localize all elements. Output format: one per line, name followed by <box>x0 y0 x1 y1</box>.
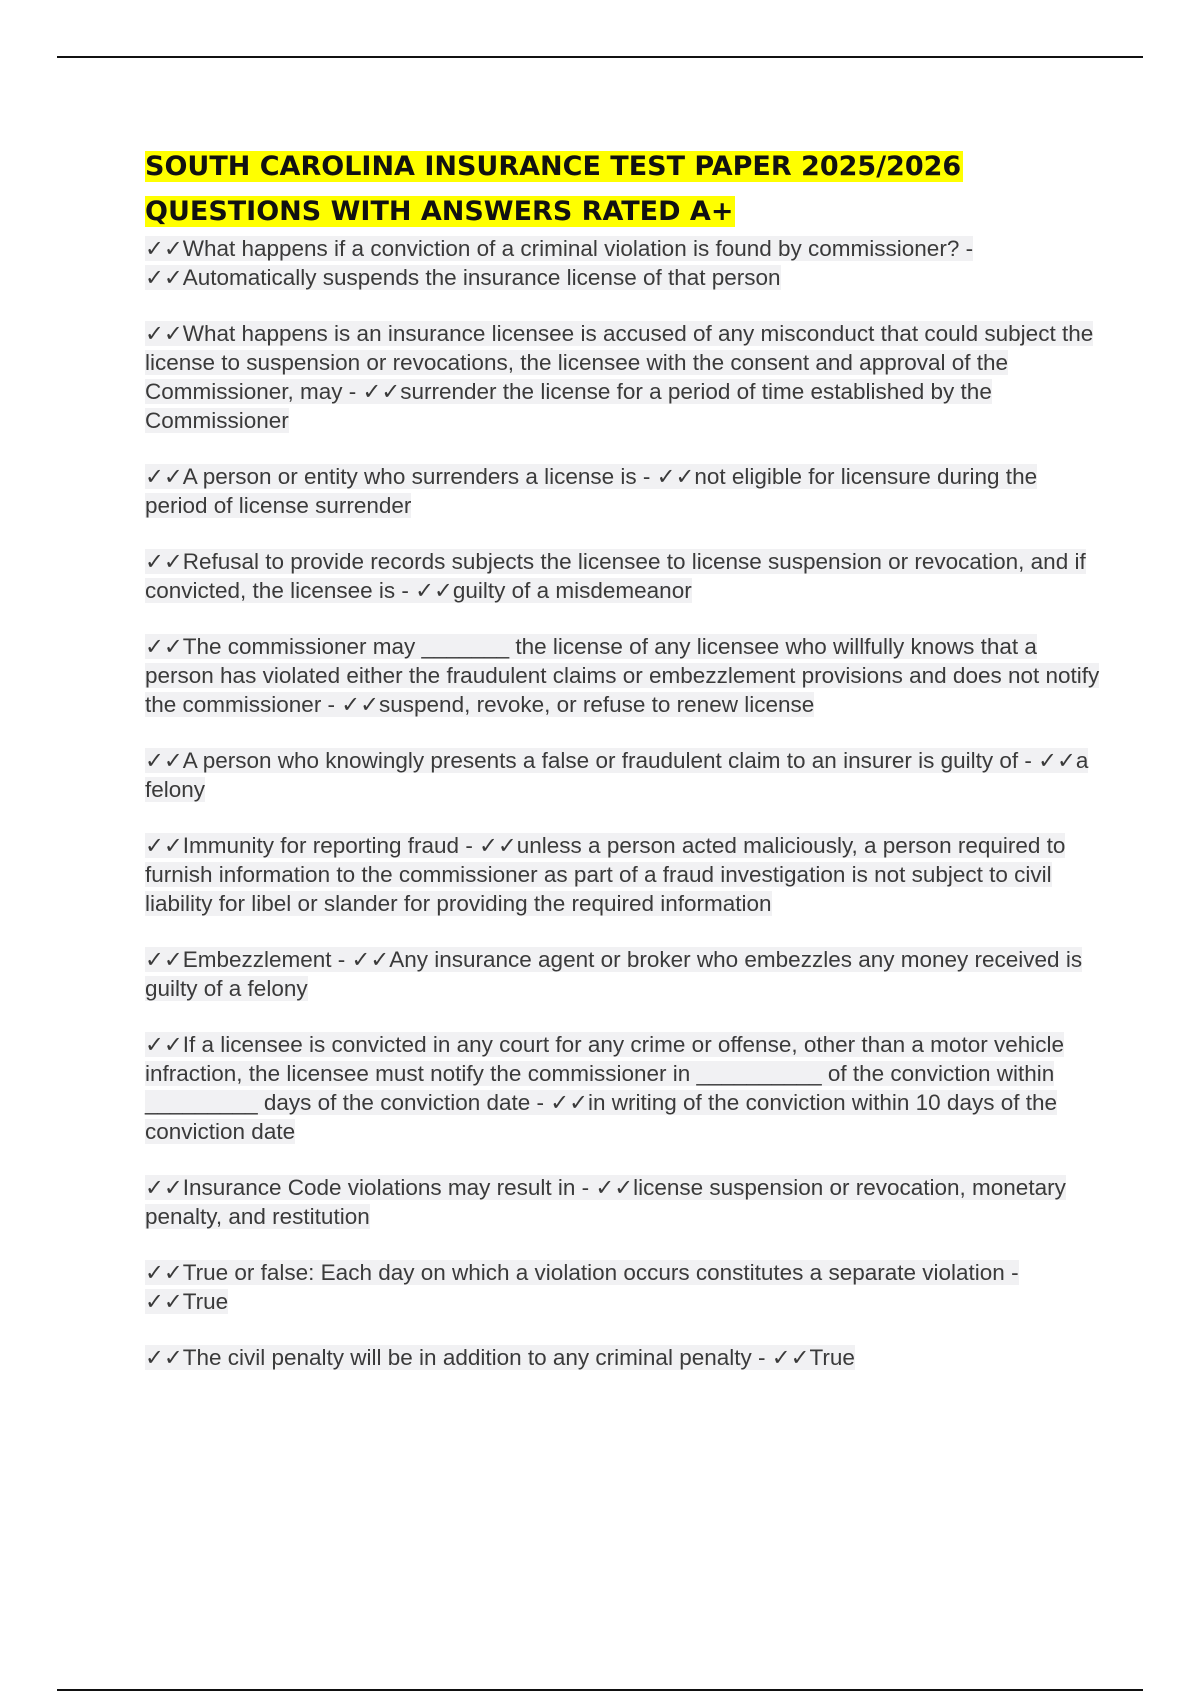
qa-item <box>145 462 1105 520</box>
qa-text: ✓✓A person who knowingly presents a false or fraudulent claim to an insurer is guilty of - ✓✓a felony <box>145 748 1089 802</box>
qa-text: ✓✓Immunity for reporting fraud - ✓✓unless a person acted maliciously, a person required to furnish information to the commissioner as part of a fraud investigation is not subject to civil liability for libel or slander for providing the required information <box>145 833 1066 916</box>
qa-text: ✓✓Insurance Code violations may result in - ✓✓license suspension or revocation, monetary penalty, and restitution <box>145 1175 1066 1229</box>
qa-item <box>145 945 1105 1003</box>
qa-text: ✓✓Embezzlement - ✓✓Any insurance agent or broker who embezzles any money received is guilty of a felony <box>145 947 1083 1001</box>
title-line-1: SOUTH CAROLINA INSURANCE TEST PAPER 2025/2026 <box>145 151 962 182</box>
qa-item <box>145 746 1105 804</box>
qa-item <box>145 547 1105 605</box>
document-title <box>145 144 1105 234</box>
document-body <box>145 144 1105 1399</box>
qa-item <box>145 1173 1105 1231</box>
qa-item <box>145 234 1105 292</box>
qa-text: ✓✓A person or entity who surrenders a license is - ✓✓not eligible for licensure during the period of license surrender <box>145 464 1038 518</box>
qa-text: ✓✓True or false: Each day on which a violation occurs constitutes a separate violation - ✓✓True <box>145 1260 1019 1314</box>
qa-text: ✓✓The civil penalty will be in addition to any criminal penalty - ✓✓True <box>145 1345 855 1370</box>
qa-text: ✓✓The commissioner may _______ the license of any licensee who willfully knows that a person has violated either the fraudulent claims or embezzlement provisions and does not notify the commissioner - ✓✓suspend, revoke, or refuse to renew license <box>145 634 1100 717</box>
bottom-rule <box>57 1689 1143 1691</box>
qa-item <box>145 1343 1105 1372</box>
qa-item <box>145 632 1105 719</box>
qa-text: ✓✓What happens is an insurance licensee is accused of any misconduct that could subject the license to suspension or revocations, the licensee with the consent and approval of the Commissioner, may - ✓✓surrender the license for a period of time established by the Commissioner <box>145 321 1094 433</box>
title-line-2: QUESTIONS WITH ANSWERS RATED A+ <box>145 196 734 227</box>
qa-text: ✓✓What happens if a conviction of a criminal violation is found by commissioner? - ✓✓Automatically suspends the insurance license of that person <box>145 236 974 290</box>
qa-item <box>145 319 1105 435</box>
qa-text: ✓✓Refusal to provide records subjects the licensee to license suspension or revocation, and if convicted, the licensee is - ✓✓guilty of a misdemeanor <box>145 549 1086 603</box>
qa-item <box>145 1030 1105 1146</box>
qa-item <box>145 1258 1105 1316</box>
top-rule <box>57 56 1143 58</box>
qa-item <box>145 831 1105 918</box>
qa-text: ✓✓If a licensee is convicted in any court for any crime or offense, other than a motor vehicle infraction, the licensee must notify the commissioner in __________ of the conviction within _________ days of the conviction date - ✓✓in writing of the conviction within 10 days of the conviction date <box>145 1032 1064 1144</box>
